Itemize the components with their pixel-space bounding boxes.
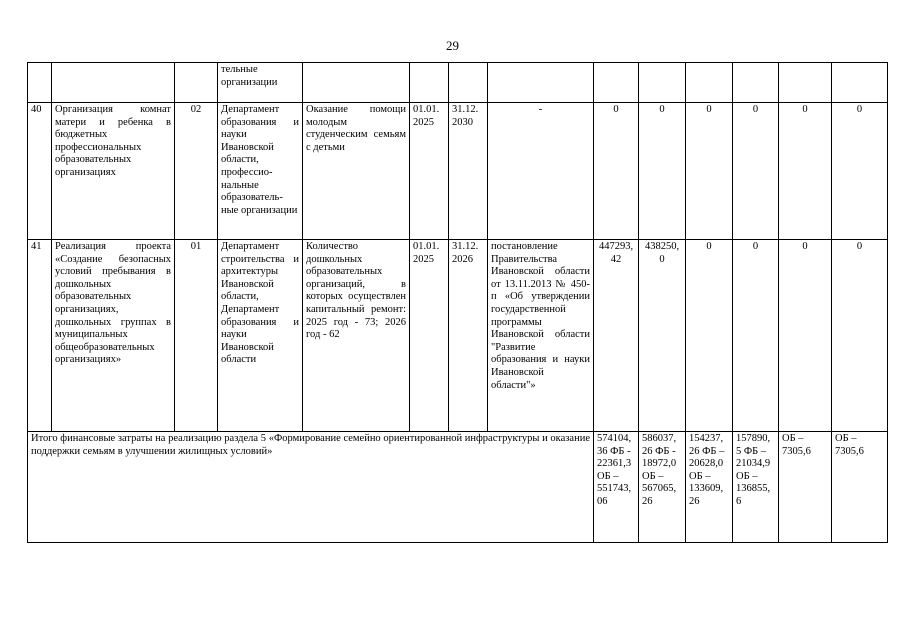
measure-name: Организация комнат матери и ребенка в бюджетных профессиональных образовательных организациях — [52, 103, 175, 240]
funding-value-3: 0 — [686, 103, 733, 240]
legal-basis: постановление Правительства Ивановской области от 13.11.2013 № 450-п «Об утверждении государственной программы Ивановской области "Развитие образования и науки Ивановской области"» — [488, 240, 594, 432]
task-code: 01 — [175, 240, 218, 432]
program-measures-table — [27, 62, 888, 543]
funding-value-1: 447293, 42 — [594, 240, 639, 432]
total-value-4: 157890, 5 ФБ – 21034,9 ОБ – 136855, 6 — [733, 432, 779, 543]
end-date: 31.12. 2026 — [449, 240, 488, 432]
cell-basis — [488, 63, 594, 103]
end-date: 31.12. 2030 — [449, 103, 488, 240]
start-date: 01.01. 2025 — [410, 240, 449, 432]
total-value-3: 154237, 26 ФБ – 20628,0 ОБ – 133609, 26 — [686, 432, 733, 543]
executor: Департамент строительства и архитектуры Ивановской области, Департамент образования и науки Ивановской области — [218, 240, 303, 432]
cell-v5 — [779, 63, 832, 103]
task-code: 02 — [175, 103, 218, 240]
funding-value-5: 0 — [779, 240, 832, 432]
funding-value-6: 0 — [832, 240, 888, 432]
cell-v3 — [686, 63, 733, 103]
cell-v2 — [639, 63, 686, 103]
cell-start — [410, 63, 449, 103]
total-value-1: 574104, 36 ФБ - 22361,3 ОБ – 551743, 06 — [594, 432, 639, 543]
expected-result: Оказание помощи молодым студенческим семьям с детьми — [303, 103, 410, 240]
funding-value-5: 0 — [779, 103, 832, 240]
total-row — [28, 432, 888, 543]
total-label: Итого финансовые затраты на реализацию раздела 5 «Формирование семейно ориентированной инфраструктуры и оказание поддержки семьям в улучшении жилищных условий» — [28, 432, 594, 543]
funding-value-6: 0 — [832, 103, 888, 240]
funding-value-4: 0 — [733, 240, 779, 432]
row-number: 40 — [28, 103, 52, 240]
total-value-5: ОБ – 7305,6 — [779, 432, 832, 543]
cell-code — [175, 63, 218, 103]
cell-executor: тельные организации — [218, 63, 303, 103]
funding-value-2: 438250, 0 — [639, 240, 686, 432]
start-date: 01.01. 2025 — [410, 103, 449, 240]
cell-result — [303, 63, 410, 103]
table-row — [28, 240, 888, 432]
cell-v1 — [594, 63, 639, 103]
row-number: 41 — [28, 240, 52, 432]
cell-num — [28, 63, 52, 103]
cell-measure — [52, 63, 175, 103]
funding-value-1: 0 — [594, 103, 639, 240]
total-value-6: ОБ – 7305,6 — [832, 432, 888, 543]
cell-end — [449, 63, 488, 103]
table-row — [28, 103, 888, 240]
executor: Департамент образования и науки Ивановской области, профессио-нальные образователь-ные организации — [218, 103, 303, 240]
expected-result: Количество дошкольных образовательных организаций, в которых осуществлен капитальный ремонт: 2025 год - 73; 2026 год - 62 — [303, 240, 410, 432]
funding-value-2: 0 — [639, 103, 686, 240]
cell-v4 — [733, 63, 779, 103]
funding-value-3: 0 — [686, 240, 733, 432]
funding-value-4: 0 — [733, 103, 779, 240]
total-value-2: 586037, 26 ФБ - 18972,0 ОБ – 567065, 26 — [639, 432, 686, 543]
cell-v6 — [832, 63, 888, 103]
continued-row — [28, 63, 888, 103]
measure-name: Реализация проекта «Создание безопасных условий пребывания в дошкольных образовательных организациях, дошкольных группах в муниципальных общеобразовательных организациях» — [52, 240, 175, 432]
legal-basis: - — [488, 103, 594, 240]
page-number: 29 — [446, 38, 459, 53]
